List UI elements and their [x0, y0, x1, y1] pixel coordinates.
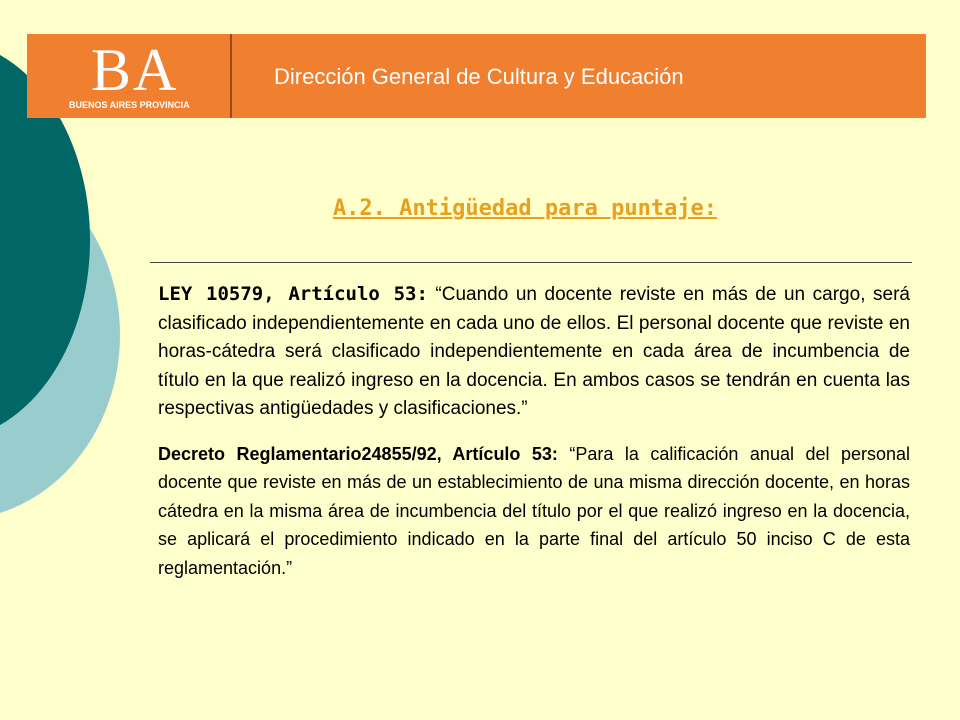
- header-title: Dirección General de Cultura y Educación: [274, 64, 684, 89]
- heading-rule: [150, 262, 912, 263]
- law-text: “Cuando un docente reviste en más de un cargo, será clasificado independientemente en cada uno de ellos. El personal docente que reviste en horas-cátedra será clasificado independientemente en cada área de incumbencia de título en la que realizó ingreso en la docencia. En ambos casos se tendrán en cuenta las respectivas antigüedades y clasificaciones.”: [158, 284, 910, 419]
- header-divider: [230, 34, 232, 118]
- decree-citation: Decreto Reglamentario24855/92, Artículo 53:: [158, 443, 558, 464]
- decree-paragraph: [158, 440, 910, 583]
- slide-content: [158, 280, 910, 582]
- slide-heading: A.2. Antigüedad para puntaje:: [332, 196, 718, 221]
- logo-letters: BA: [91, 37, 179, 103]
- law-paragraph: [158, 280, 910, 424]
- header-banner: [27, 34, 926, 118]
- logo-caption: BUENOS AIRES PROVINCIA: [69, 100, 190, 110]
- ba-logo: [67, 37, 247, 112]
- decree-text: “Para la calificación anual del personal docente que reviste en más de un establecimiento de una misma dirección docente, en horas cátedra en la misma área de incumbencia del título por el que realizó ingreso en la docencia, se aplicará el procedimiento indicado en la parte final del artículo 50 inciso C de esta reglamentación.”: [158, 443, 910, 578]
- law-citation: LEY 10579, Artículo 53:: [158, 283, 428, 305]
